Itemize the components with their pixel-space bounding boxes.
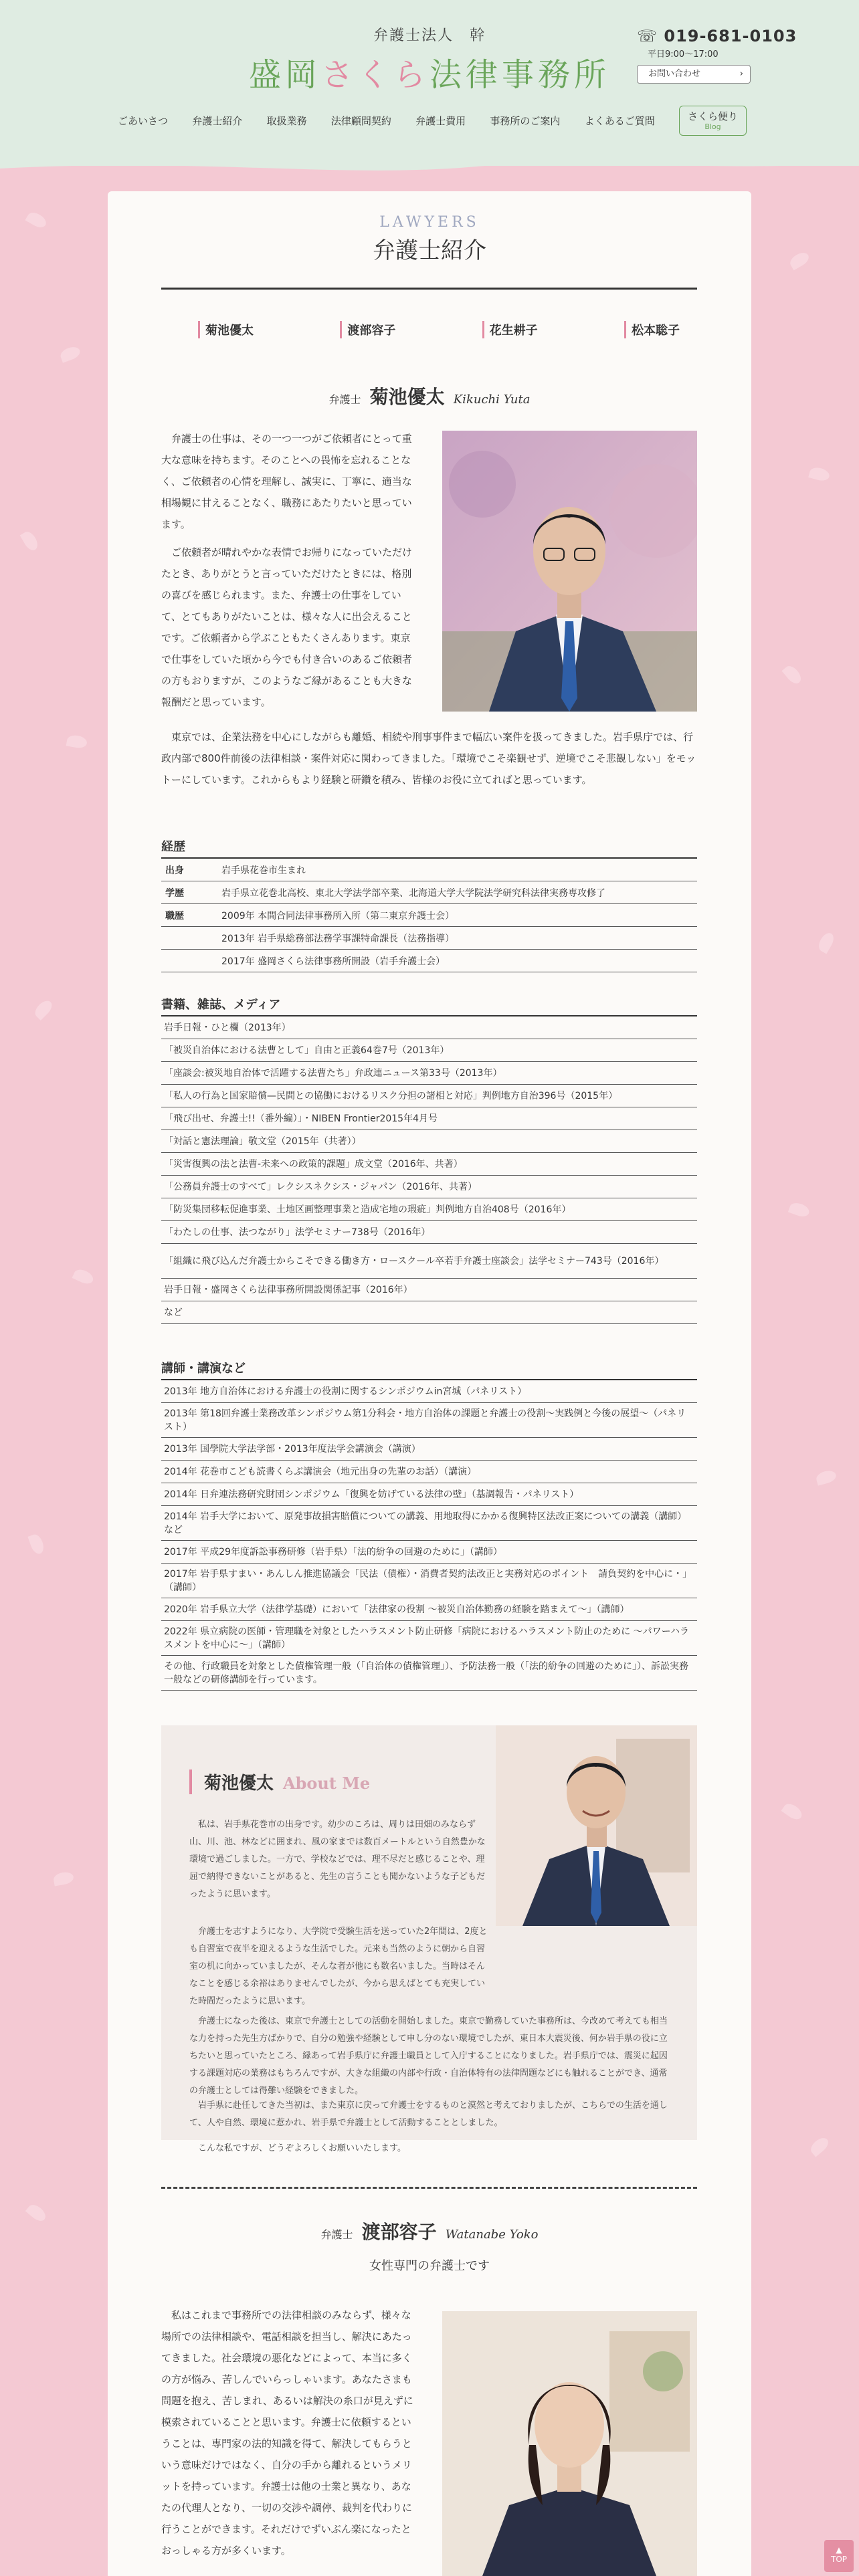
- book-row: など: [161, 1301, 697, 1324]
- lecture-row: 2020年 岩手県立大学（法律学基礎）において「法律家の役割 〜被災自治体勤務の経験を踏まえて〜」（講師）: [161, 1598, 697, 1621]
- page-title: 弁護士紹介: [373, 237, 486, 264]
- about-paragraph-2: 弁護士を志すようになり、大学院で受験生活を送っていた2年間は、2度とも自習室で夜半を迎えるような生活でした。元来も当然のように朝から自習室の机に向かっていましたが、そんな者が他にも数名いました。当時はそんなことを感じる余裕はありませんでしたが、今から思えばとても充実していた時間だったように思います。: [189, 1927, 488, 2006]
- petal-decoration: [72, 1267, 96, 1287]
- brand-part-houritsu: 法律: [430, 56, 502, 94]
- petal-decoration: [781, 663, 803, 687]
- petal-decoration: [32, 998, 55, 1021]
- about-en: About Me: [283, 1774, 371, 1793]
- about-paragraph-1: 私は、岩手県花巻市の出身です。幼少のころは、周りは田畑のみならず山、川、池、林などに囲まれ、風の家までは数百メートルという自然豊かな環境で過ごしました。一方で、学校などでは、理不尽だと感じることや、理屈で納得できないことがあると、先生の言うことも聞かないような子どもだったように思います。: [189, 1820, 486, 1899]
- nav-fees[interactable]: 弁護士費用: [415, 115, 466, 128]
- nav-blog[interactable]: [679, 106, 747, 136]
- career-key: 職歴: [165, 910, 184, 922]
- brand-part-jimusho: 事務所: [502, 56, 611, 94]
- section-divider: [161, 2187, 697, 2189]
- brand-part-sakura: さくら: [320, 56, 430, 94]
- header-wave: [0, 155, 859, 182]
- career-row: [161, 904, 697, 927]
- book-row: 「対話と憲法理論」敬文堂（2015年（共著））: [161, 1130, 697, 1153]
- books-title: 書籍、雑誌、メディア: [161, 998, 281, 1012]
- nav-office[interactable]: 事務所のご案内: [490, 115, 561, 128]
- site-header: [0, 0, 859, 166]
- about-paragraph-5: こんな私ですが、どうぞよろしくお願いいたします。: [198, 2143, 406, 2153]
- nav-blog-sub: Blog: [704, 122, 721, 131]
- book-row: 「公務員弁護士のすべて」レクシスネクシス・ジャパン（2016年、共著）: [161, 1176, 697, 1198]
- lawyer-anchor-links: [198, 321, 680, 338]
- lawyer2-intro: 私はこれまで事務所での法律相談のみならず、様々な場所での法律相談や、電話相談を担当し、解決にあたってきました。社会環境の悪化などによって、本当に多くの方が悩み、苦しんでいらっしゃいます。あなたさまも問題を抱え、苦しまれ、あるいは解決の糸口が見えずに模索されていることと思います。弁護士に依頼するということは、専門家の法的知識を得て、解決してもらうという意味だけではなく、自分の手から離れるというメリットを持っています。弁護士は他の士業と異なり、あなたの代理人となり、一切の交渉や調停、裁判を代わりに行うことができます。それだけでずいぶん楽になったとおっしゃる方が多くいます。: [161, 2309, 413, 2557]
- book-row: 岩手日報・盛岡さくら法律事務所開設関係記事（2016年）: [161, 1279, 697, 1301]
- lawyer1-name: [0, 383, 859, 409]
- chevron-up-icon: ▲: [836, 2545, 842, 2555]
- petal-decoration: [808, 2135, 832, 2157]
- nav-advisory[interactable]: 法律顧問契約: [330, 115, 391, 128]
- lawyer2-name: [0, 2218, 859, 2244]
- book-row: 「飛び出せ、弁護士!!（番外編）」・NIBEN Frontier2015年4月号: [161, 1107, 697, 1130]
- career-value: 2017年 盛岡さくら法律事務所開設（岩手弁護士会）: [221, 956, 446, 967]
- lecture-row: その他、行政職員を対象とした債権管理一般（「自治体の債権管理」）、予防法務一般（「法的紛争の回避のために」）、訴訟実務一般などの研修講師を行っています。: [161, 1656, 697, 1691]
- back-to-top-label: TOP: [830, 2555, 847, 2564]
- career-row: [161, 927, 697, 950]
- book-row: 「組織に飛び込んだ弁護士からこそできる働き方・ロースクール卒若手弁護士座談会」法学セミナー743号（2016年）: [161, 1244, 697, 1279]
- lecture-row: 2014年 日弁連法務研究財団シンポジウム「復興を妨げている法律の壁」（基調報告・パネリスト）: [161, 1483, 697, 1506]
- book-row: 岩手日報・ひと欄（2013年）: [161, 1016, 697, 1039]
- petal-decoration: [66, 734, 88, 750]
- petal-decoration: [27, 1533, 45, 1555]
- anchor-matsumoto[interactable]: 松本聡子: [624, 321, 680, 338]
- about-title: [189, 1769, 370, 1794]
- book-row: 「防災集団移転促進事業、土地区画整理事業と造成宅地の瑕疵」判例地方自治408号（2016年）: [161, 1198, 697, 1221]
- lecture-row: 2022年 県立病院の医師・管理職を対象としたハラスメント防止研修「病院におけるハラスメント防止のために 〜パワーハラスメントを中心に〜」（講師）: [161, 1621, 697, 1656]
- lecture-row: 2014年 岩手大学において、原発事故損害賠償についての講義、用地取得にかかる復興特区法改正案についての講義（講師）など: [161, 1506, 697, 1541]
- career-key: 学歴: [165, 887, 184, 899]
- brand-part-moriokа: 盛岡: [248, 56, 321, 94]
- career-row: [161, 881, 697, 904]
- section-heading: [0, 214, 859, 265]
- petal-decoration: [816, 931, 837, 954]
- lawyer1-name-en: Kikuchi Yuta: [453, 393, 531, 407]
- lawyer1-photo: [442, 431, 697, 712]
- contact-box: [637, 27, 797, 84]
- phone-icon: ☏: [637, 27, 658, 45]
- career-value: 2013年 岩手県総務部法務学事課特命課長（法務指導）: [221, 933, 455, 944]
- career-value: 2009年 本間合同法律事務所入所（第二東京弁護士会）: [221, 910, 455, 922]
- lecture-row: 2013年 地方自治体における弁護士の役割に関するシンポジウムin宮城（パネリスト）: [161, 1380, 697, 1403]
- book-row: 「座談会:被災地自治体で活躍する法曹たち」弁政連ニュース第33号（2013年）: [161, 1062, 697, 1085]
- business-hours: 平日9:00〜17:00: [648, 49, 719, 60]
- back-to-top-button[interactable]: [824, 2540, 854, 2572]
- lawyer2-subtitle: 女性専門の弁護士です: [369, 2259, 490, 2273]
- lawyer2-name-en: Watanabe Yoko: [445, 2228, 539, 2242]
- lawyer2-role: 弁護士: [320, 2228, 353, 2241]
- petal-decoration: [815, 1469, 838, 1485]
- lectures-title: 講師・講演など: [161, 1362, 246, 1376]
- book-row: 「被災自治体における法曹として」自由と正義64巻7号（2013年）: [161, 1039, 697, 1062]
- lawyer1-intro-2: ご依頼者が晴れやかな表情でお帰りになっていただけたとき、ありがとうと言っていただけたときには、格別の喜びを感じられます。また、弁護士の仕事をしていて、とてもありがたいことは、様々な人に出会えることです。ご依頼者から学ぶこともたくさんあります。東京で仕事をしていた頃から今でも付き合いのあるご依頼者の方もおりますが、このようなご縁があることも大きな報酬だと思っています。: [161, 546, 413, 708]
- heading-divider: [161, 288, 697, 290]
- nav-services[interactable]: 取扱業務: [266, 115, 307, 128]
- about-paragraph-4: 岩手県に赴任してきた当初は、また東京に戻って弁護士をするものと漠然と考えておりましたが、こちらでの生活を通して、人や自然、環境に惹かれ、岩手県で弁護士として活動することとしました。: [189, 2101, 668, 2128]
- lawyer2-photo: [442, 2311, 697, 2576]
- lawyer1-intro-1: 弁護士の仕事は、その一つ一つがご依頼者にとって重大な意味を持ちます。そのことへの畏怖を忘れることなく、ご依頼者の心情を理解し、誠実に、丁寧に、適当な相場観に甘えることなく、職務にあたりたいと思っています。: [161, 433, 412, 530]
- petal-decoration: [788, 1200, 811, 1218]
- about-photo: [496, 1725, 697, 1926]
- brand-subtitle: 弁護士法人 幹: [373, 27, 486, 44]
- nav-faq[interactable]: よくあるご質問: [584, 115, 655, 128]
- lawyer1-role: 弁護士: [328, 393, 361, 406]
- contact-button[interactable]: お問い合わせ ›: [637, 65, 751, 84]
- career-title: 経歴: [161, 840, 185, 854]
- lawyer1-intro-3: 東京では、企業法務を中心にしながらも離婚、相続や刑事事件まで幅広い案件を扱ってきました。岩手県庁では、行政内部で800件前後の法律相談・案件対応に関わってきました。「環境でこそ楽観せず、逆境でこそ悲観しない」をモットーにしています。これからもより経験と研鑽を積み、皆様のお役に立てればと思っています。: [161, 731, 696, 786]
- anchor-hanyu[interactable]: 花生耕子: [482, 321, 538, 338]
- career-value: 岩手県花巻市生まれ: [221, 865, 306, 876]
- global-nav: [118, 106, 747, 136]
- lecture-row: 2014年 花巻市こども読書くらぶ講演会（地元出身の先輩のお話）（講演）: [161, 1461, 697, 1483]
- book-row: 「私人の行為と国家賠償—民間との協働におけるリスク分担の諸相と対応」判例地方自治396号（2015年）: [161, 1085, 697, 1107]
- lawyer2-name-jp: 渡部容子: [361, 2221, 437, 2243]
- lecture-row: 2013年 第18回弁護士業務改革シンポジウム第1分科会・地方自治体の課題と弁護士の役割〜実践例と今後の展望〜（パネリスト）: [161, 1403, 697, 1438]
- anchor-kikuchi[interactable]: 菊池優太: [198, 321, 254, 338]
- about-name: 菊池優太: [204, 1774, 274, 1794]
- lawyer1-name-jp: 菊池優太: [369, 386, 445, 408]
- petal-decoration: [20, 530, 41, 553]
- phone-number-text: 019-681-0103: [664, 27, 797, 45]
- lecture-row: 2017年 平成29年度訴訟事務研修（岩手県）「法的紛争の回避のために」（講師）: [161, 1541, 697, 1564]
- career-value: 岩手県立花巻北高校、東北大学法学部卒業、北海道大学大学院法学研究科法律実務専攻修了: [221, 887, 605, 899]
- lecture-row: 2017年 岩手県すまい・あんしん推進協議会「民法（債権）・消費者契約法改正と実務対応のポイント 請負契約を中心に・」（講師）: [161, 1564, 697, 1598]
- career-row: [161, 859, 697, 881]
- lecture-row: 2013年 国學院大学法学部・2013年度法学会講演会（講演）: [161, 1438, 697, 1461]
- career-row: [161, 950, 697, 972]
- about-paragraph-3: 弁護士になった後は、東京で弁護士としての活動を開始しました。東京で勤務していた事務所は、今改めて考えても相当な力を持った先生方ばかりで、自分の勉強や経験として申し分のない環境でしたが、東日本大震災後、何か岩手県の役に立ちたいと思っていたところ、縁あって岩手県庁に弁護士職員として入庁することになりました。岩手県庁では、震災に起因する課題対応の業務はもちろんですが、大きな組織の内部や行政・自治体特有の法律問題などにも触れることができ、通常の弁護士としては得難い経験をできました。: [189, 2016, 668, 2096]
- about-me-panel: [161, 1725, 697, 2140]
- nav-lawyers[interactable]: 弁護士紹介: [192, 115, 243, 128]
- petal-decoration: [53, 1871, 75, 1887]
- petal-decoration: [59, 344, 82, 362]
- nav-blog-label: さくら便り: [687, 110, 738, 122]
- book-row: 「わたしの仕事、法つながり」法学セミナー738号（2016年）: [161, 1221, 697, 1244]
- book-row: 「災害復興の法と法曹-未来への政策的課題」成文堂（2016年、共著）: [161, 1153, 697, 1176]
- section-heading-en: LAWYERS: [379, 214, 480, 231]
- anchor-watanabe[interactable]: 渡部容子: [340, 321, 395, 338]
- petal-decoration: [808, 465, 831, 482]
- nav-greeting[interactable]: ごあいさつ: [118, 115, 169, 128]
- petal-decoration: [781, 1801, 805, 1822]
- phone-number[interactable]: [637, 27, 797, 45]
- career-key: 出身: [165, 865, 184, 876]
